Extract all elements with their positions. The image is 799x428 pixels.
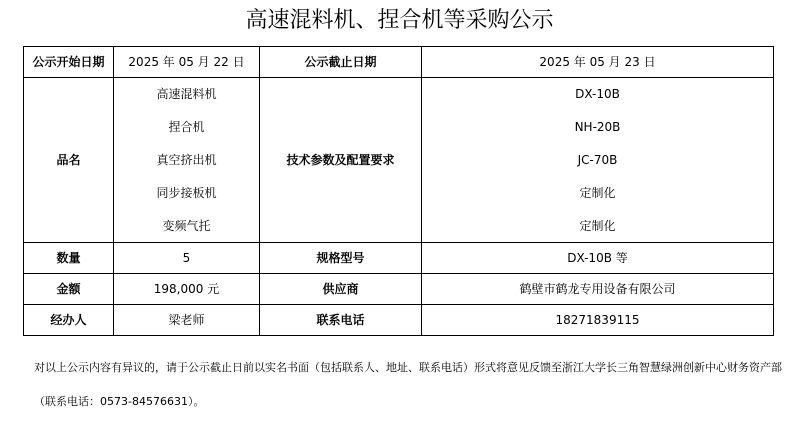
amount-label: 金额 (24, 274, 114, 305)
model-label: 规格型号 (260, 243, 422, 274)
phone-value: 18271839115 (422, 305, 774, 336)
notice-table (23, 46, 774, 336)
spec-list (422, 78, 774, 243)
start-date-value: 2025 年 05 月 22 日 (114, 47, 260, 78)
item-name-label: 品名 (24, 78, 114, 243)
end-date-label: 公示截止日期 (260, 47, 422, 78)
item-name: 高速混料机 (156, 87, 217, 102)
item-name-list (114, 78, 260, 243)
supplier-value: 鹤壁市鹤龙专用设备有限公司 (422, 274, 774, 305)
spec-value: JC-70B (577, 152, 618, 167)
handler-value: 梁老师 (114, 305, 260, 336)
item-name: 变频气托 (162, 218, 211, 233)
spec-value: NH-20B (574, 120, 621, 135)
quantity-value: 5 (114, 243, 260, 274)
table-row-quantity (24, 243, 774, 274)
spec-value: DX-10B (575, 87, 620, 102)
model-value: DX-10B 等 (422, 243, 774, 274)
spec-value: 定制化 (579, 218, 616, 233)
item-name: 捏合机 (168, 120, 205, 135)
table-row-amount (24, 274, 774, 305)
handler-label: 经办人 (24, 305, 114, 336)
contact-note: （联系电话：0573-84576631）。 (34, 395, 205, 408)
quantity-label: 数量 (24, 243, 114, 274)
table-row-items (24, 78, 774, 243)
table-row-handler (24, 305, 774, 336)
spec-label: 技术参数及配置要求 (260, 78, 422, 243)
end-date-value: 2025 年 05 月 23 日 (422, 47, 774, 78)
start-date-label: 公示开始日期 (24, 47, 114, 78)
objection-note: 对以上公示内容有异议的，请于公示截止日前以实名书面（包括联系人、地址、联系电话）形式将意见反馈至浙江大学长三角智慧绿洲创新中心财务资产部 (34, 361, 782, 374)
item-name: 同步接板机 (156, 185, 217, 200)
spec-value: 定制化 (579, 185, 616, 200)
table-row-dates (24, 47, 774, 78)
amount-value: 198,000 元 (114, 274, 260, 305)
page-title: 高速混料机、捏合机等采购公示 (245, 8, 554, 33)
phone-label: 联系电话 (260, 305, 422, 336)
item-name: 真空挤出机 (156, 152, 217, 167)
supplier-label: 供应商 (260, 274, 422, 305)
